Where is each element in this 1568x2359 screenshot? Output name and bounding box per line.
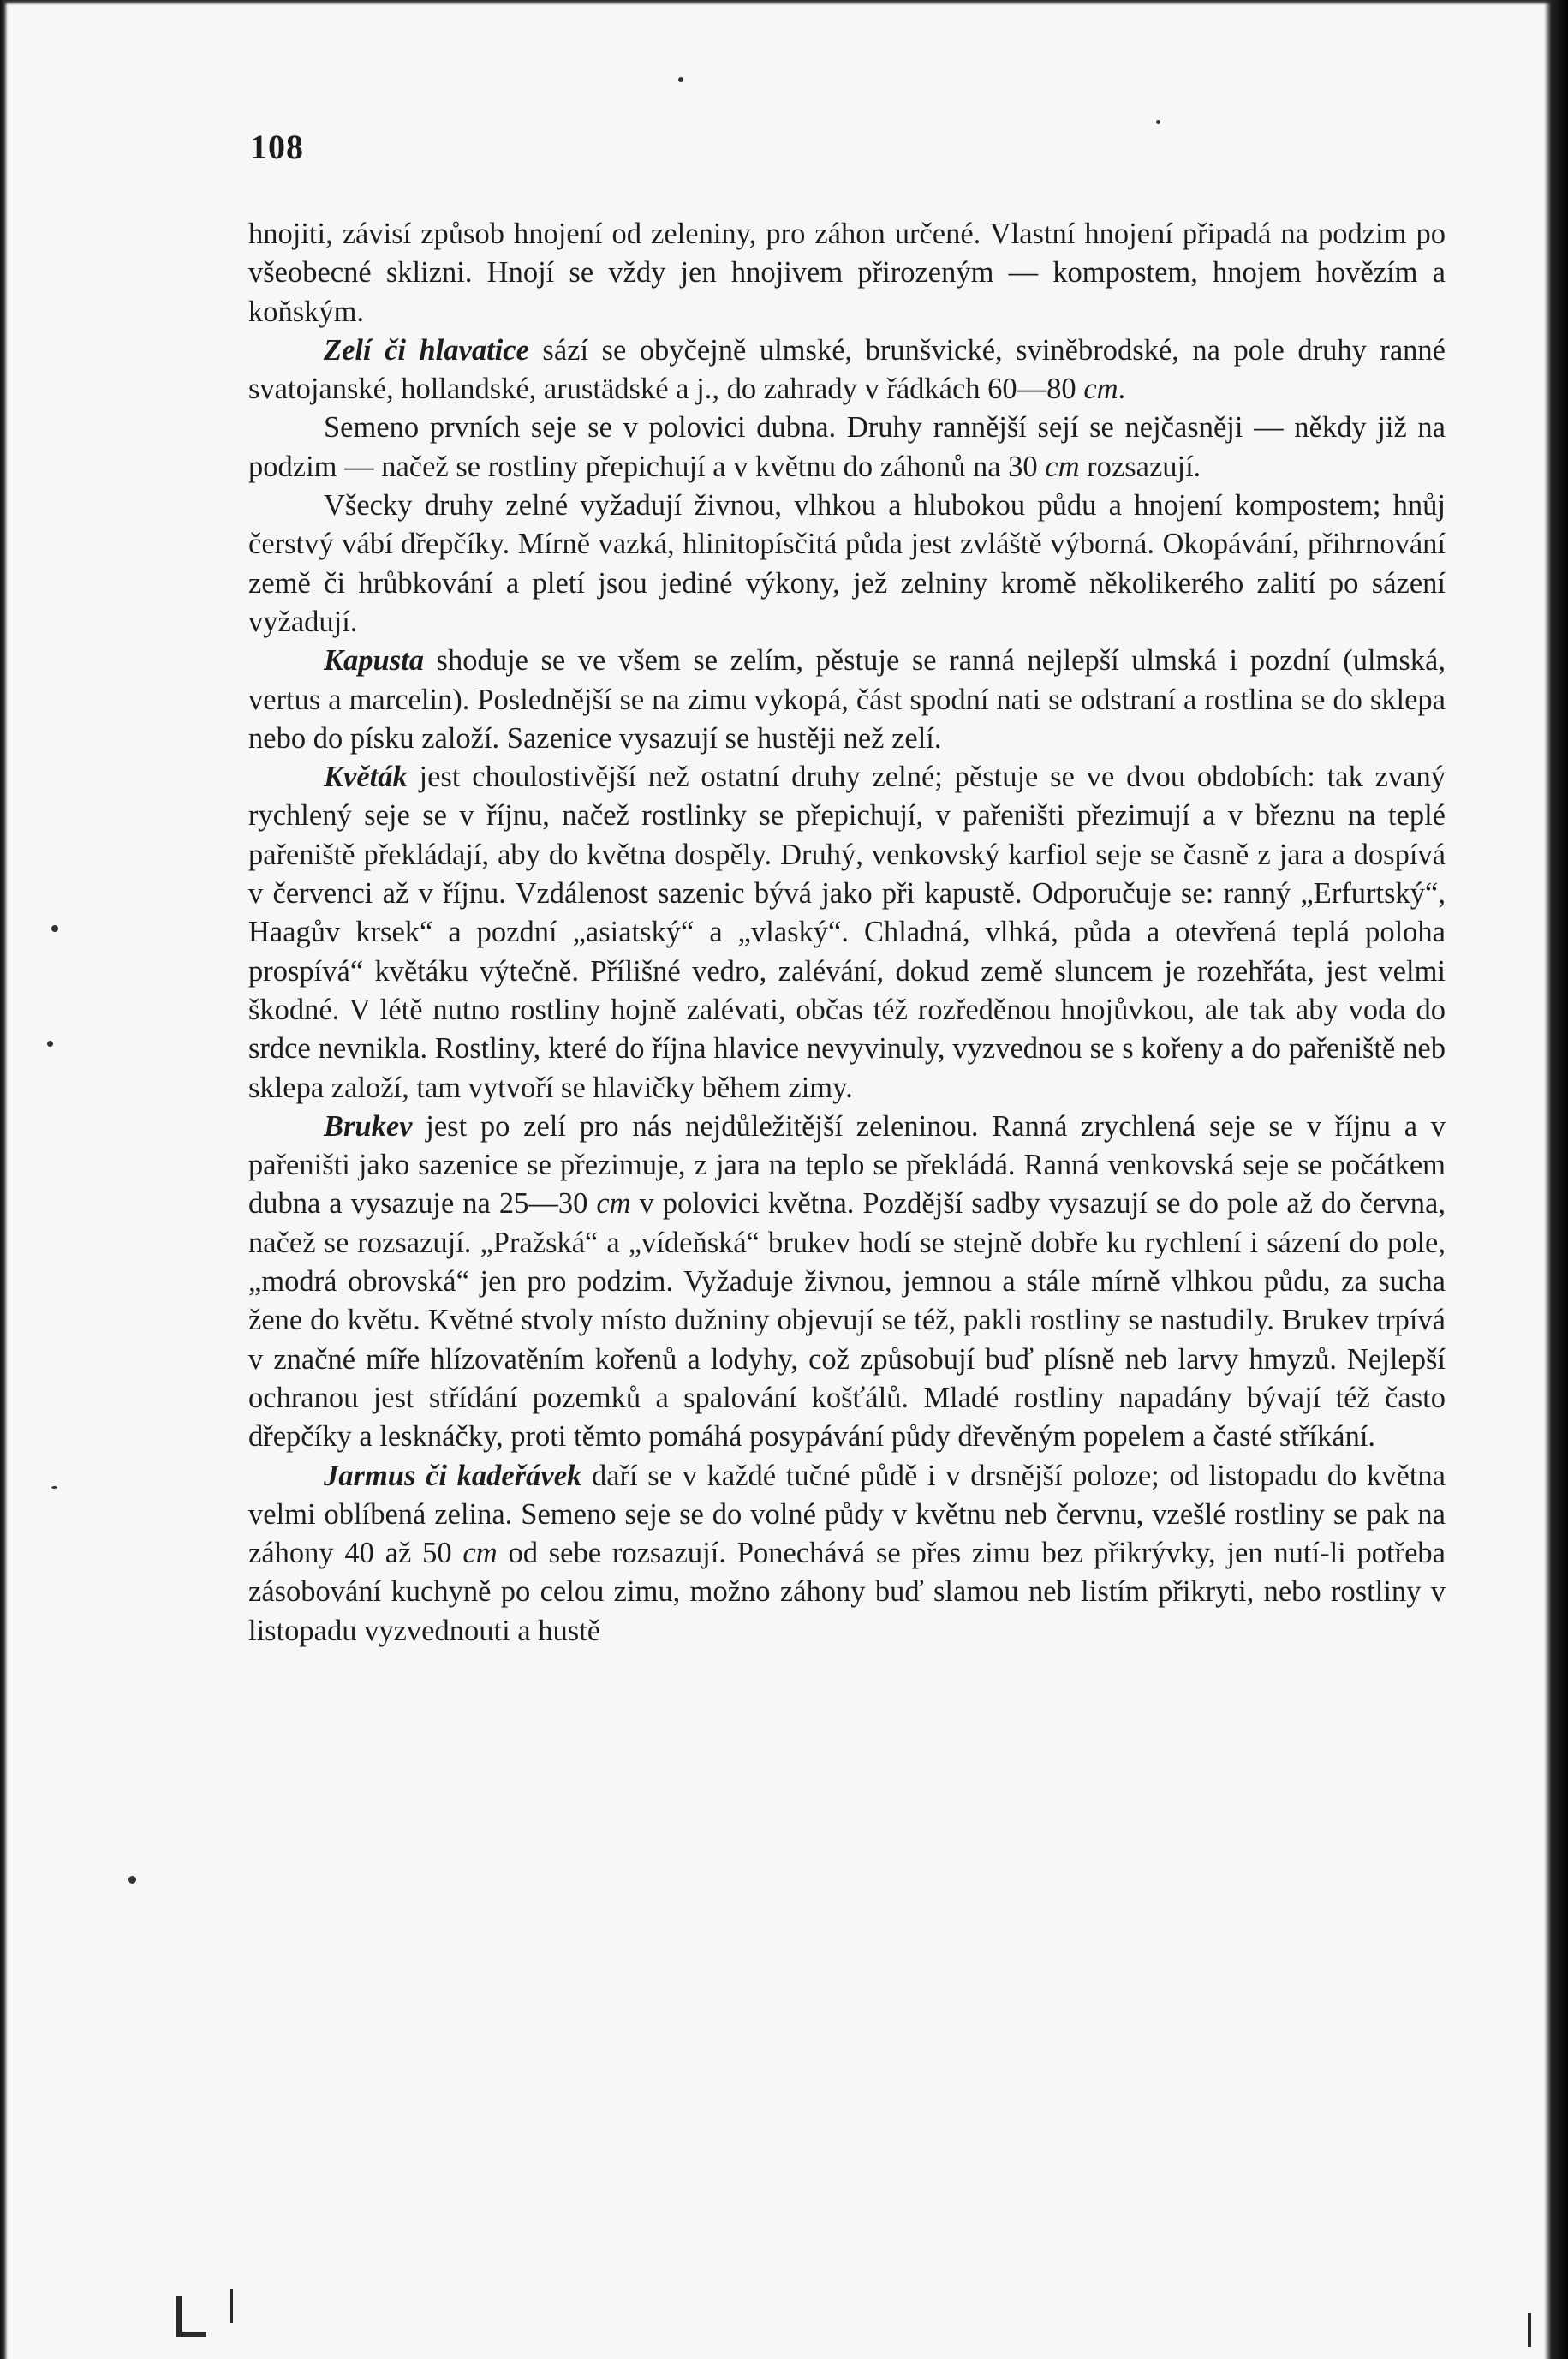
scan-mark (176, 2296, 182, 2335)
scan-speck (51, 1486, 57, 1489)
section-heading-term: Jarmus či kadeřávek (324, 1459, 582, 1492)
paragraph (248, 487, 1446, 642)
unit-text: cm (462, 1537, 498, 1570)
scan-edge-left (0, 0, 8, 2359)
section-heading-term: Kapusta (324, 644, 424, 678)
paragraph (248, 758, 1446, 1108)
scan-edge-right (1544, 0, 1568, 2359)
scan-speck (1156, 120, 1160, 124)
paragraph-text: . (1118, 373, 1126, 406)
paragraph-text: Všecky druhy zelné vyžadují živnou, vlhkou a hlubokou půdu a hnojení kompostem; hnůj čerstvý vábí dřepčíky. Mírně vazká, hlinitopísčitá půda jest zvláště výborná. Okopávání, přihrnování země či hrůbkování a pletí jsou jediné výkony, jež zelniny kromě několikerého zalití po sázení vyžadují. (248, 489, 1446, 638)
section-heading-term: Brukev (324, 1109, 413, 1143)
paragraph (248, 215, 1446, 331)
paragraph (248, 331, 1446, 409)
paragraph-text: daří se v každé tučné půdě i v drsnější poloze; od listopadu do května velmi oblíbená zelina. Semeno seje se do volné půdy v květnu neb červnu, vzešlé rostliny se pak na záhony 40 až 50 (248, 1459, 1446, 1570)
unit-text: cm (1045, 450, 1080, 483)
unit-text: cm (1083, 373, 1118, 406)
scan-speck (678, 77, 683, 82)
scan-mark (1528, 2313, 1531, 2347)
paragraph-text: jest choulostivější než ostatní druhy zelné; pěstuje se ve dvou obdobích: tak zvaný rychlený seje se v říjnu, načež rostlinky se přepichují, v pařeništi přezimují a v březnu na teplé pařeniště překládají, aby do května dospěly. Druhý, venkovský karfiol seje se časně z jara a dospívá v červenci až v říjnu. Vzdálenost sazenic bývá jako při kapustě. Odporučuje se: ranný „Erfurtský“, Haagův krsek“ a pozdní „asiatský“ a „vlaský“. Chladná, vlhká, půda a otevřená teplá poloha prospívá“ květáku výtečně. Přílišné vedro, zalévání, dokud země sluncem je rozehřáta, jest velmi škodné. V létě nutno rostliny hojně zalévati, občas též rozředěnou hnojůvkou, ale tak aby voda do srdce nevnikla. Rostliny, které do října hlavice nevyvinuly, vyzvednou se s kořeny a do pařeniště neb sklepa založí, tam vytvoří se hlavičky během zimy. (248, 761, 1446, 1104)
body-text (248, 215, 1446, 1651)
scan-mark (176, 2332, 206, 2337)
paragraph-text: sází se obyčejně ulmské, brunšvické, sviněbrodské, na pole druhy ranné svatojanské, hollandské, arustädské a j., do zahrady v řádkách 60—80 (248, 333, 1446, 406)
paragraph-text: Semeno prvních seje se v polovici dubna. Druhy rannější sejí se nejčasněji — někdy již na podzim — načež se rostliny přepichují a v květnu do záhonů na 30 (248, 411, 1446, 483)
scan-speck (51, 925, 58, 932)
paragraph (248, 1457, 1446, 1651)
scan-speck (47, 1041, 53, 1047)
unit-text: cm (596, 1187, 631, 1221)
scan-edge-top (0, 0, 1568, 5)
paragraph-text: od sebe rozsazují. Ponechává se přes zimu bez přikrývky, jen nutí-li potřeba zásobování kuchyně po celou zimu, možno záhony buď slamou neb listím přikryti, nebo rostliny v listopadu vyzvednouti a hustě (248, 1537, 1446, 1647)
page-number: 108 (250, 128, 304, 166)
paragraph-text: jest po zelí pro nás nejdůležitější zeleninou. Ranná zrychlená seje se v říjnu a v pařeništi jako sazenice se přezimuje, z jara na teplo se překládá. Ranná venkovská seje se počátkem dubna a vysazuje na 25—30 (248, 1109, 1446, 1221)
scan-speck (128, 1876, 136, 1884)
scan-mark (230, 2289, 233, 2323)
paragraph (248, 1108, 1446, 1457)
paragraph-text: v polovici května. Pozdější sadby vysazují se do pole až do června, načež se rozsazují. „Pražská“ a „vídeňská“ brukev hodí se stejně dobře ku rychlení i sázení do pole, „modrá obrovská“ jen pro podzim. Vyžaduje živnou, jemnou a stále mírně vlhkou půdu, za sucha žene do květu. Květné stvoly místo dužniny objevují se též, pakli rostliny se nastudily. Brukev trpívá v značné míře hlízovatěním kořenů a lodyhy, což způsobují buď plísně neb larvy hmyzů. Nejlepší ochranou jest střídání pozemků a spalování košťálů. Mladé rostliny napadány bývají též často dřepčíky a lesknáčky, proti těmto pomáhá posypávání půdy dřevěným popelem a časté stříkání. (248, 1187, 1446, 1454)
section-heading-term: Zelí či hlavatice (324, 333, 529, 367)
paragraph-text: hnojiti, závisí způsob hnojení od zeleniny, pro záhon určené. Vlastní hnojení připadá na podzim po všeobecné sklizni. Hnojí se vždy jen hnojivem přirozeným — kompostem, hnojem hovězím a koňským. (248, 218, 1446, 328)
paragraph-text: shoduje se ve všem se zelím, pěstuje se ranná nejlepší ulmská i pozdní (ulmská, vertus a marcelin). Poslednější se na zimu vykopá, část spodní nati se odstraní a rostlina se do sklepa nebo do písku založí. Sazenice vysazují se hustěji než zelí. (248, 644, 1446, 755)
paragraph (248, 409, 1446, 487)
paragraph-text: rozsazují. (1079, 450, 1201, 483)
section-heading-term: Květák (324, 761, 408, 794)
paragraph (248, 642, 1446, 758)
